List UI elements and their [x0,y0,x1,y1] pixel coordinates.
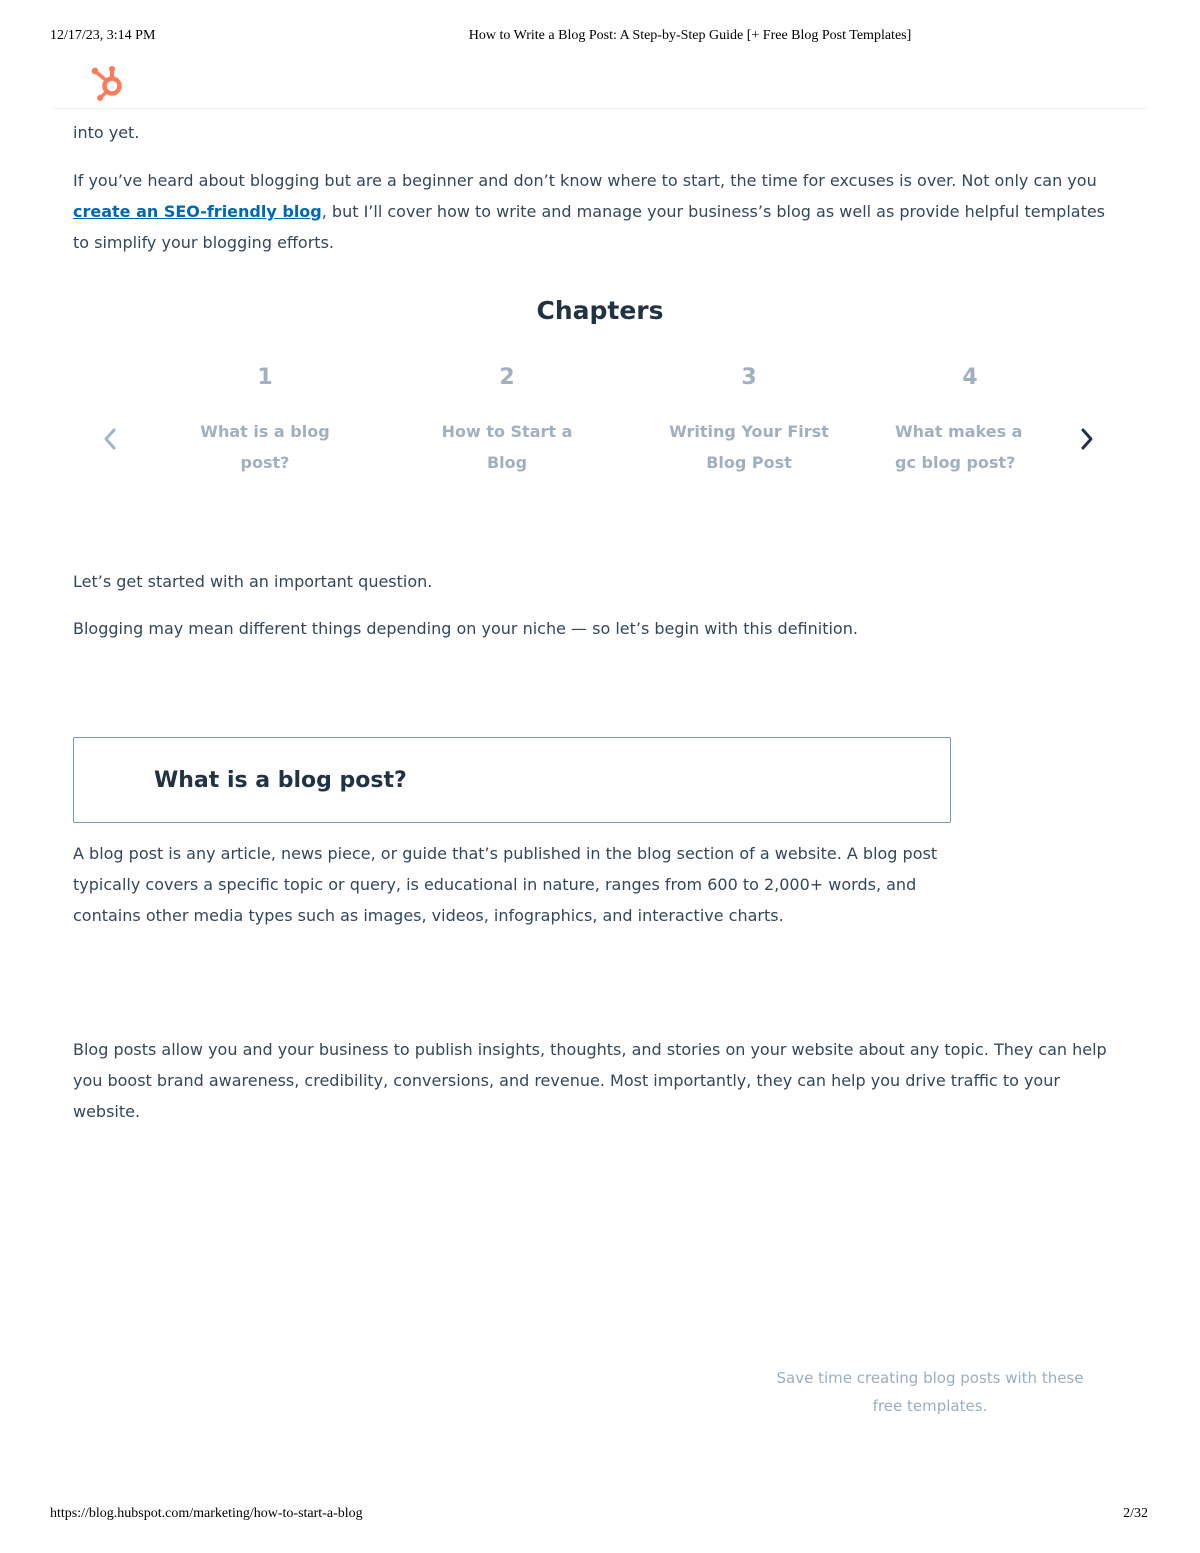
hubspot-sprocket-icon [90,62,130,102]
chapter-item-3[interactable] [654,360,844,478]
chapters-heading: Chapters [536,296,664,325]
seo-friendly-blog-link[interactable]: create an SEO-friendly blog [73,202,322,221]
section-heading-box [73,737,951,823]
chapter-label: Writing Your First Blog Post [669,422,829,472]
intro-paragraph [73,165,1113,258]
chapter-item-1[interactable] [170,360,360,478]
chapter-item-4[interactable] [895,360,1045,478]
chapter-label: How to Start a Blog [441,422,573,472]
intro-tail-paragraph: into yet. [73,123,140,142]
print-datetime: 12/17/23, 3:14 PM [50,28,156,43]
chapter-label: What is a blog post? [200,422,330,472]
benefits-paragraph: Blog posts allow you and your business to publish insights, thoughts, and stories on your website about any topic. They can help you boost brand awareness, credibility, conversions, and revenue. Most importantly, they can help you drive traffic to your website. [73,1040,1107,1121]
definition-paragraph: A blog post is any article, news piece, or guide that’s published in the blog section of a website. A blog post typically covers a specific topic or query, is educational in nature, ranges from 600 to 2,000+ words, and contains other media types such as images, videos, infographics, and interactive charts. [73,844,938,925]
intro-text-start: If you’ve heard about blogging but are a beginner and don’t know where to start, the time for excuses is over. Not only can you [73,171,1097,190]
print-page-title: How to Write a Blog Post: A Step-by-Step Guide [+ Free Blog Post Templates] [468,28,912,43]
start-paragraph: Let’s get started with an important question. [73,572,433,591]
templates-cta-text[interactable]: Save time creating blog posts with these free templates. [776,1369,1084,1415]
chapter-item-2[interactable] [412,360,602,478]
intro-text-end: , but I’ll cover how to write and manage your business’s blog as well as provide helpful templates to simplify your blogging efforts. [73,202,1106,252]
chapter-number: 1 [257,365,273,390]
print-url: https://blog.hubspot.com/marketing/how-to-start-a-blog [50,1506,363,1521]
chevron-right-icon[interactable] [1072,424,1102,454]
hubspot-logo[interactable] [90,62,130,102]
section-heading: What is a blog post? [154,768,407,793]
print-page-number: 2/32 [1123,1506,1148,1521]
chapter-label: What makes a gc blog post? [895,422,1023,472]
chapter-number: 4 [962,365,978,390]
chapter-number: 2 [499,365,515,390]
chevron-left-icon[interactable] [95,424,125,454]
chapters-carousel [92,360,1108,490]
site-header [54,58,1146,109]
niche-paragraph: Blogging may mean different things depending on your niche — so let’s begin with this definition. [73,619,858,638]
chapter-number: 3 [741,365,757,390]
